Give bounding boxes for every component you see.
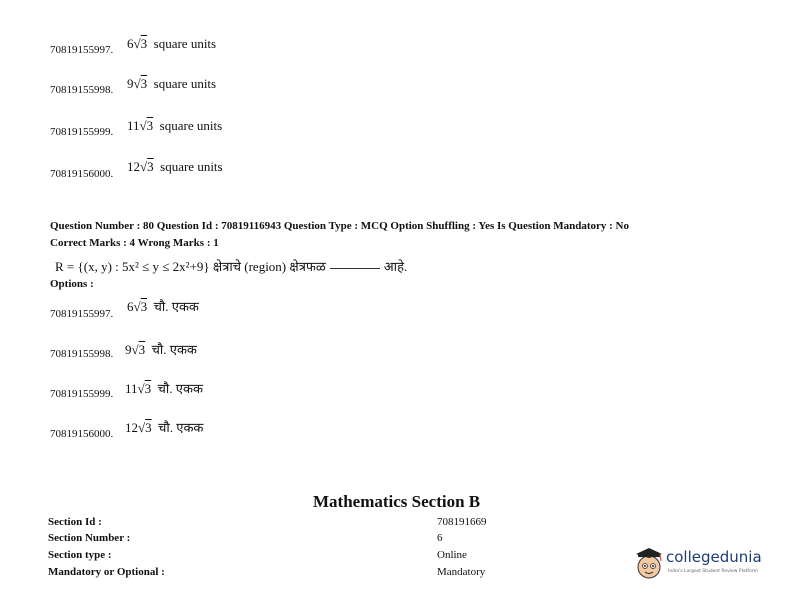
option-text: 9√3 चौ. एकक bbox=[125, 342, 197, 357]
section-type-label: Section type : bbox=[48, 549, 112, 561]
answer-blank bbox=[330, 268, 380, 269]
option-text: 11√3 चौ. एकक bbox=[125, 381, 203, 396]
section-number-label: Section Number : bbox=[48, 532, 131, 544]
option-text: 12√3 चौ. एकक bbox=[125, 420, 204, 435]
option-id: 70819155997. bbox=[50, 308, 114, 320]
question-statement: R = {(x, y) : 5x² ≤ y ≤ 2x²+9} क्षेत्राचे (region) क्षेत्रफळ आहे. bbox=[55, 259, 408, 274]
option-text: 6√3 चौ. एकक bbox=[127, 299, 199, 314]
option-text: 12√3 square units bbox=[127, 159, 223, 174]
option-id: 70819155999. bbox=[50, 388, 114, 400]
option-id: 70819155998. bbox=[50, 348, 114, 360]
mascot-icon bbox=[634, 546, 664, 582]
option-id: 70819155998. bbox=[50, 84, 114, 96]
option-text: 9√3 square units bbox=[127, 76, 217, 91]
option-id: 70819155999. bbox=[50, 126, 114, 138]
question-header: Question Number : 80 Question Id : 70819116943 Question Type : MCQ Option Shuffling : Yes Is Question Mandatory : No bbox=[50, 220, 629, 232]
option-text: 11√3 square units bbox=[127, 118, 223, 133]
section-id-label: Section Id : bbox=[48, 516, 102, 528]
option-id: 70819156000. bbox=[50, 168, 114, 180]
mandatory-label: Mandatory or Optional : bbox=[48, 566, 165, 578]
option-id: 70819155997. bbox=[50, 44, 114, 56]
logo-name: collegedunia bbox=[666, 548, 762, 566]
section-id-value: 708191669 bbox=[437, 516, 487, 528]
collegedunia-logo bbox=[634, 546, 764, 586]
option-id: 70819156000. bbox=[50, 428, 114, 440]
section-title: Mathematics Section B bbox=[313, 492, 481, 511]
logo-tagline: India's Largest Student Review Platform bbox=[668, 569, 758, 574]
question-marks: Correct Marks : 4 Wrong Marks : 1 bbox=[50, 237, 219, 249]
options-label: Options : bbox=[50, 278, 94, 290]
mandatory-value: Mandatory bbox=[437, 566, 486, 578]
option-text: 6√3 square units bbox=[127, 36, 217, 51]
section-number-value: 6 bbox=[437, 532, 443, 544]
section-type-value: Online bbox=[437, 549, 467, 561]
